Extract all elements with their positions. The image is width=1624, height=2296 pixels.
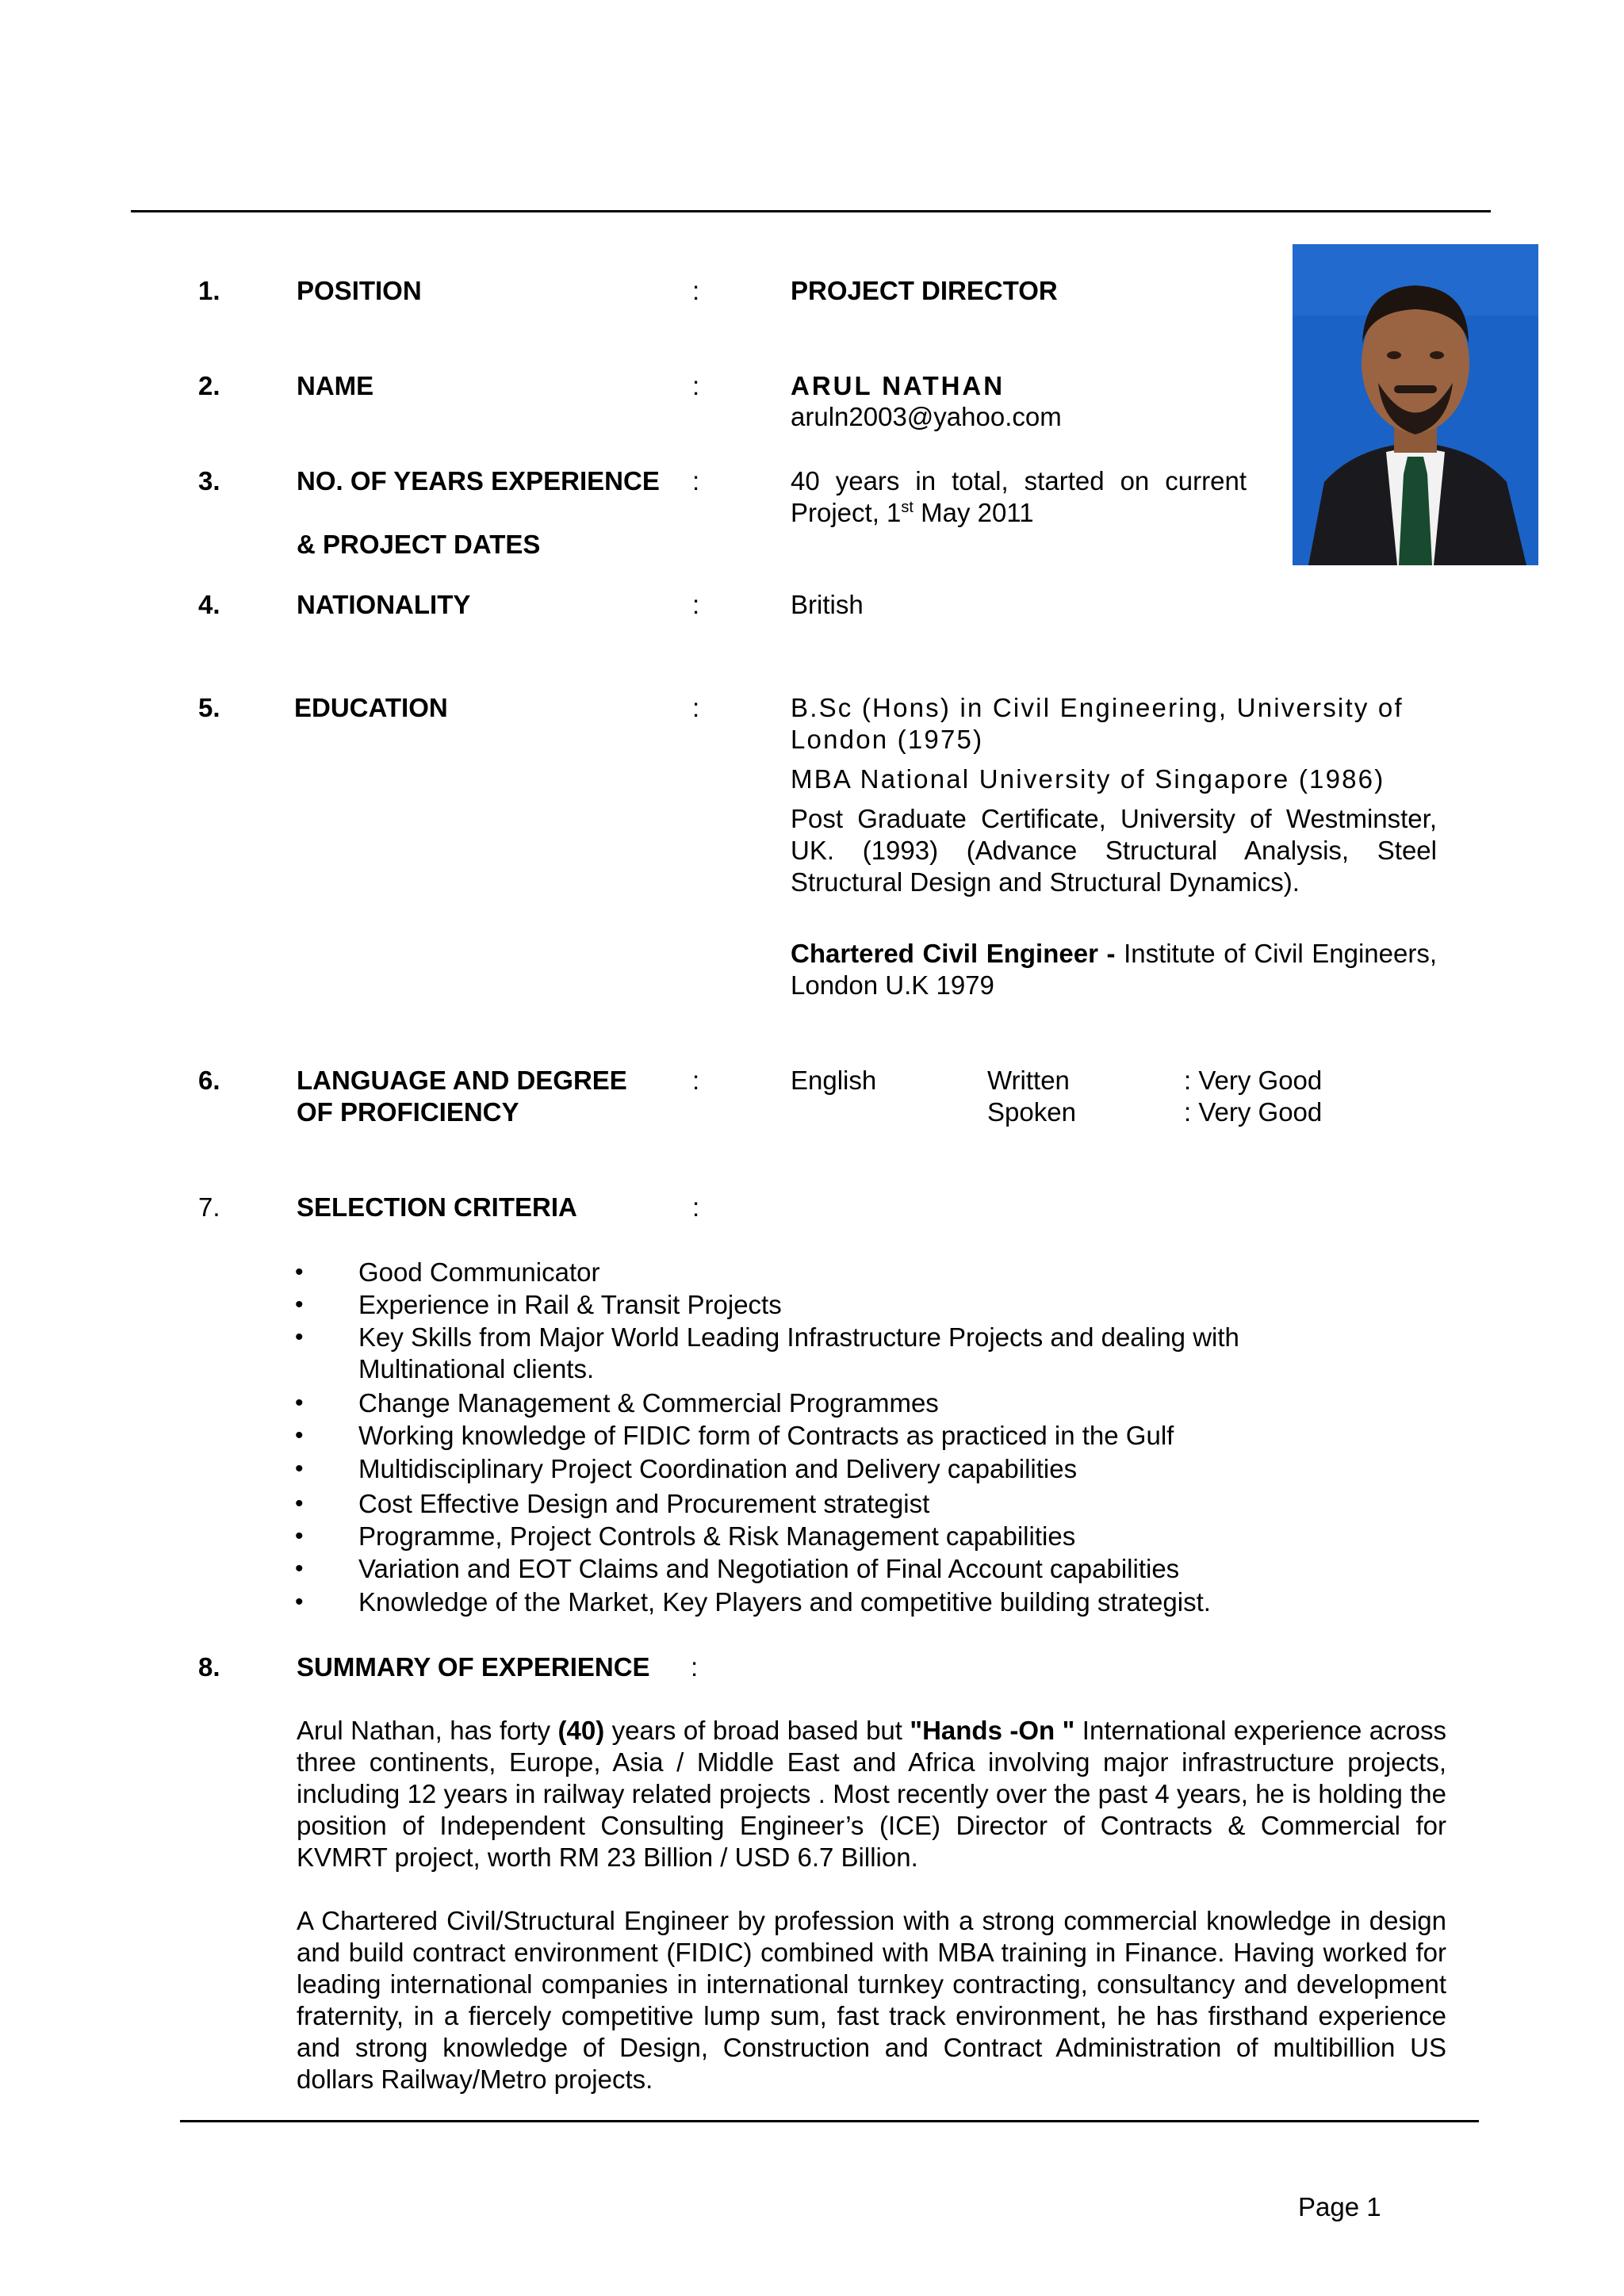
bullet-9: • — [295, 1556, 304, 1582]
criteria-item-1: Good Communicator — [358, 1257, 600, 1287]
item-4-label: NATIONALITY — [297, 590, 471, 619]
criteria-item-7: Cost Effective Design and Procurement strategist — [358, 1489, 930, 1518]
language-value: English — [791, 1066, 877, 1095]
experience-value-line1: 40 years in total, started on current — [791, 466, 1247, 496]
criteria-item-8: Programme, Project Controls & Risk Management capabilities — [358, 1521, 1076, 1551]
item-6-label-line2: OF PROFICIENCY — [297, 1097, 519, 1127]
nationality-value: British — [791, 590, 864, 619]
bullet-5: • — [295, 1422, 304, 1448]
written-level: : Very Good — [1184, 1066, 1323, 1095]
item-2-number: 2. — [198, 371, 220, 400]
bullet-10: • — [295, 1589, 304, 1615]
item-7-label: SELECTION CRITERIA — [297, 1192, 577, 1222]
item-8-label: SUMMARY OF EXPERIENCE — [297, 1652, 650, 1682]
item-4-number: 4. — [198, 590, 220, 619]
education-entry-3: Post Graduate Certificate, University of Westminster, UK. (1993) (Advance Structural Analysis, Steel Structural Design and Structural Dynamics). — [791, 804, 1437, 897]
criteria-item-6: Multidisciplinary Project Coordination and Delivery capabilities — [358, 1454, 1078, 1483]
criteria-item-5: Working knowledge of FIDIC form of Contracts as practiced in the Gulf — [358, 1421, 1174, 1450]
bullet-8: • — [295, 1523, 304, 1549]
spoken-level: : Very Good — [1184, 1097, 1323, 1127]
criteria-item-4: Change Management & Commercial Programmes — [358, 1388, 939, 1418]
bottom-rule — [180, 2120, 1479, 2122]
item-8-number: 8. — [198, 1652, 220, 1682]
item-8-colon: : — [691, 1652, 699, 1682]
criteria-item-2: Experience in Rail & Transit Projects — [358, 1290, 782, 1319]
bullet-6: • — [295, 1456, 304, 1482]
item-3-number: 3. — [198, 466, 220, 496]
name-value: ARUL NATHAN — [791, 371, 1005, 400]
bullet-1: • — [295, 1259, 304, 1285]
item-2-label: NAME — [297, 371, 374, 400]
portrait-image — [1293, 244, 1538, 565]
criteria-item-9: Variation and EOT Claims and Negotiation of Final Account capabilities — [358, 1554, 1180, 1583]
item-7-colon: : — [692, 1192, 700, 1222]
bullet-3: • — [295, 1324, 304, 1350]
item-1-number: 1. — [198, 276, 220, 305]
summary-paragraph-1: Arul Nathan, has forty (40) years of broad based but "Hands -On " International experience across three continents, Europe, Asia / Middle East and Africa involving major infrastructure projects, including 12 years in railway related projects . Most recently over the past 4 years, he is holding the position of Independent Consulting Engineer’s (ICE) Director of Contracts & Commercial for KVMRT project, worth RM 23 Billion / USD 6.7 Billion. — [297, 1716, 1446, 1872]
item-6-colon: : — [692, 1066, 700, 1095]
spoken-label: Spoken — [987, 1097, 1076, 1127]
profile-photo — [1293, 244, 1538, 565]
experience-value-line2: Project, 1st May 2011 — [791, 498, 1034, 527]
page-number: Page 1 — [1298, 2192, 1381, 2221]
bullet-2: • — [295, 1292, 304, 1318]
summary-paragraph-2: A Chartered Civil/Structural Engineer by profession with a strong commercial knowledge in design and build contract environment (FIDIC) combined with MBA training in Finance. Having worked for leading international companies in international turnkey contracting, consultancy and development fraternity, in a fiercely competitive lump sum, fast track environment, he has firsthand experience and strong knowledge of Design, Construction and Contract Administration of multibillion US dollars Railway/Metro projects. — [297, 1906, 1446, 2094]
bullet-7: • — [295, 1490, 304, 1517]
top-rule — [131, 210, 1491, 212]
item-6-number: 6. — [198, 1066, 220, 1095]
item-6-label: LANGUAGE AND DEGREE — [297, 1066, 627, 1095]
bullet-4: • — [295, 1390, 304, 1416]
criteria-item-3-cont: Multinational clients. — [358, 1354, 595, 1383]
email-value: aruln2003@yahoo.com — [791, 402, 1062, 431]
item-1-label: POSITION — [297, 276, 422, 305]
item-4-colon: : — [692, 590, 700, 619]
item-3-colon: : — [692, 466, 700, 496]
education-entry-4: Chartered Civil Engineer - Institute of Civil Engineers, London U.K 1979 — [791, 939, 1438, 1000]
item-5-colon: : — [692, 693, 700, 722]
education-entry-2: MBA National University of Singapore (1986) — [791, 764, 1385, 794]
criteria-item-3: Key Skills from Major World Leading Infrastructure Projects and dealing with — [358, 1322, 1239, 1352]
position-value: PROJECT DIRECTOR — [791, 276, 1058, 305]
item-5-label: EDUCATION — [294, 693, 448, 722]
written-label: Written — [987, 1066, 1070, 1095]
item-2-colon: : — [692, 371, 700, 400]
item-3-label-line2: & PROJECT DATES — [297, 530, 541, 559]
item-5-number: 5. — [198, 693, 220, 722]
item-1-colon: : — [692, 276, 700, 305]
item-3-label: NO. OF YEARS EXPERIENCE — [297, 466, 660, 496]
item-7-number: 7. — [198, 1192, 220, 1222]
education-entry-1: B.Sc (Hons) in Civil Engineering, University of London (1975) — [791, 693, 1404, 754]
criteria-item-10: Knowledge of the Market, Key Players and competitive building strategist. — [358, 1587, 1211, 1617]
